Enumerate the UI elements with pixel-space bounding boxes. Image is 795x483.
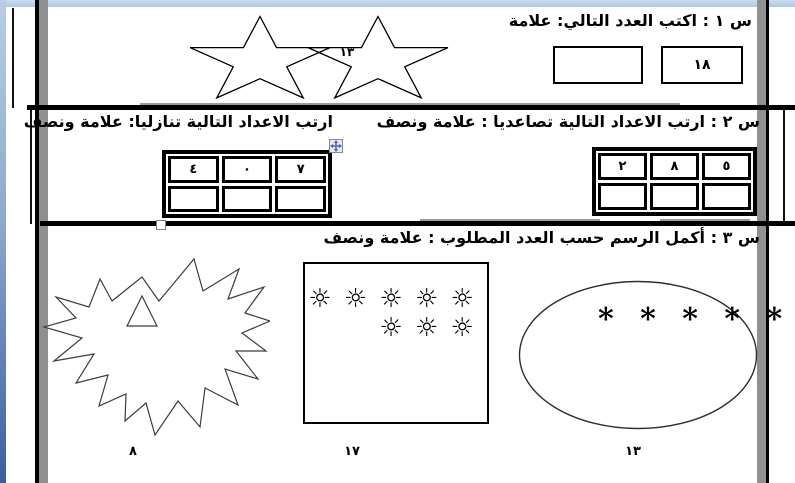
separator-1 (27, 105, 795, 110)
separator-2 (40, 221, 795, 226)
asc-cell-given-2[interactable]: ٨ (650, 153, 699, 180)
table-move-handle-icon[interactable] (329, 139, 343, 153)
asc-cell-given-3[interactable]: ٥ (702, 153, 751, 180)
sun-symbols-row1: ☼ ☼ ☼ ☼ ☼ (308, 284, 475, 314)
desc-cell-answer-1[interactable] (168, 186, 219, 213)
table-resize-handle[interactable] (156, 220, 166, 230)
desc-cell-given-1[interactable]: ٤ (168, 156, 219, 183)
ellipse-target-number: ١٣ (625, 444, 641, 459)
star-shape-left (190, 17, 330, 98)
question-2-header-ascending: س ٢ : ارتب الاعداد التالية تصاعديا : علامة ونصف (376, 112, 760, 131)
desc-cell-answer-3[interactable] (275, 186, 326, 213)
desc-cell-given-2[interactable]: ٠ (222, 156, 273, 183)
asc-cell-answer-3[interactable] (702, 183, 751, 210)
star-shape-right (308, 17, 448, 98)
asterisk-symbols: * * * * * (598, 302, 791, 337)
window-left-strip (0, 0, 6, 483)
desc-cell-answer-2[interactable] (222, 186, 273, 213)
frame-right-bar-black (766, 0, 769, 483)
asc-cell-given-1[interactable]: ٢ (598, 153, 647, 180)
question-1-header: س ١ : اكتب العدد التالي: علامة (508, 11, 752, 30)
desc-cell-given-3[interactable]: ٧ (275, 156, 326, 183)
burst-target-number: ٨ (129, 444, 137, 459)
q1-given-number-box[interactable]: ١٨ (661, 46, 743, 84)
q1-answer-box[interactable] (553, 46, 643, 84)
q2-frame-right-border (783, 107, 785, 225)
star-number: ١٣ (339, 45, 355, 59)
descending-numbers-table (162, 150, 332, 218)
star-shapes (190, 15, 452, 99)
asc-cell-answer-2[interactable] (650, 183, 699, 210)
q1-frame-left-border (12, 8, 14, 108)
square-target-number: ١٧ (344, 444, 360, 459)
sun-counting-square (303, 262, 489, 424)
burst-shape (42, 255, 270, 440)
asc-cell-answer-1[interactable] (598, 183, 647, 210)
question-3-header: س ٣ : أكمل الرسم حسب العدد المطلوب : علامة ونصف (323, 228, 760, 247)
window-top-strip (0, 0, 795, 7)
ascending-numbers-table (592, 147, 757, 216)
sun-symbols-row2: ☼ ☼ ☼ (379, 313, 475, 343)
question-2-header-descending: ارتب الاعداد التالية تنازليا: علامة ونصف (23, 112, 333, 131)
